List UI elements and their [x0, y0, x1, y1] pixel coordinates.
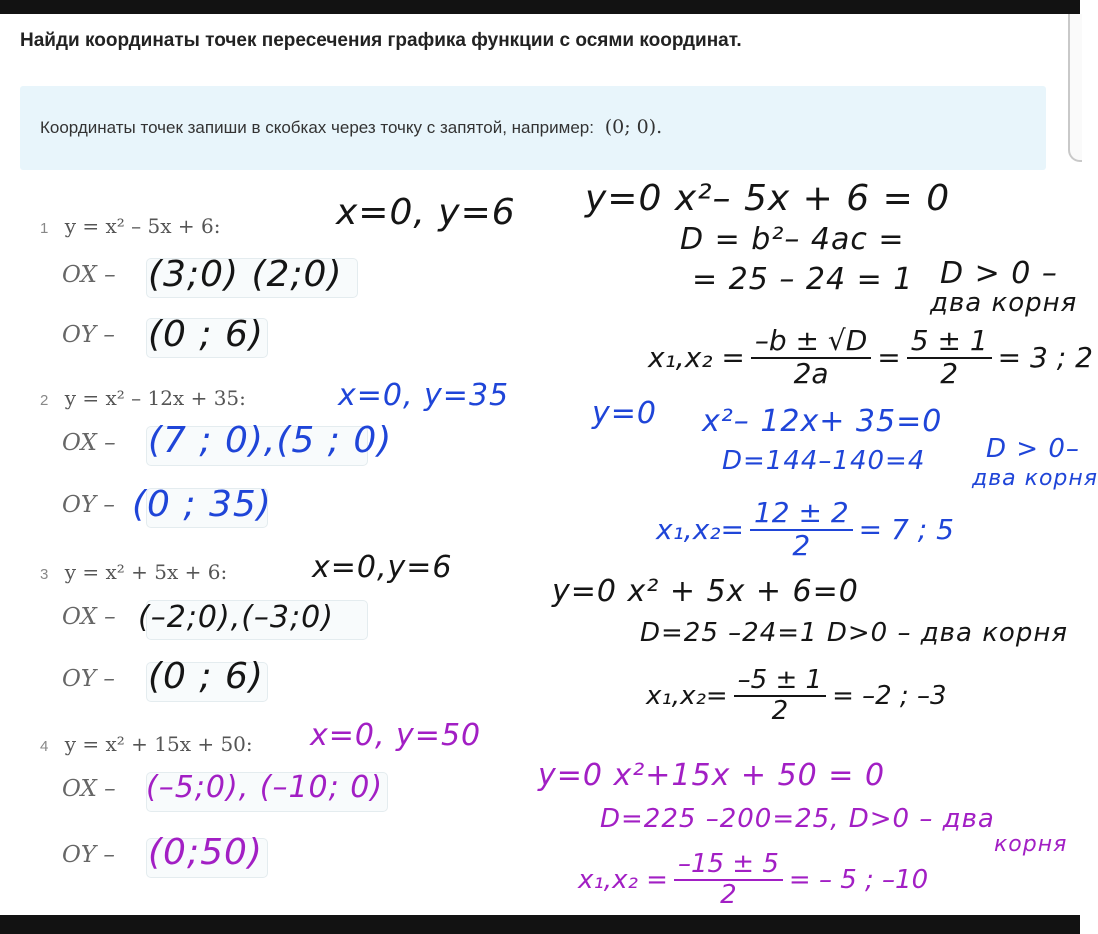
roots-result: = –2 ; –3	[832, 680, 947, 711]
fraction-numerator: –5 ± 1	[734, 666, 826, 697]
ox-answer: (–2;0),(–3;0)	[138, 600, 334, 635]
ox-answer: (–5;0), (–10; 0)	[146, 770, 384, 805]
ox-label: OX –	[62, 262, 116, 288]
work-line: D=144–140=4	[722, 446, 926, 476]
oy-answer: (0;50)	[148, 832, 263, 873]
work-note: два корня	[930, 288, 1078, 318]
roots-result: = 3 ; 2	[997, 341, 1093, 375]
roots-lhs: x₁,x₂=	[646, 680, 728, 711]
roots-lhs: x₁,x₂ =	[648, 341, 745, 375]
work-line: D=25 –24=1 D>0 – два корня	[640, 618, 1068, 648]
problem-number: 2	[40, 392, 49, 409]
note-axes: x=0,y=6	[312, 550, 453, 585]
work-note: два корня	[972, 466, 1098, 491]
fraction-denominator: 2	[940, 356, 959, 390]
note-axes: x=0, y=35	[338, 378, 510, 413]
work-line: D=225 –200=25, D>0 – два	[600, 804, 995, 834]
ox-label: OX –	[62, 430, 116, 456]
work-line: D = b²– 4ac =	[680, 222, 905, 257]
fraction-denominator: 2a	[793, 356, 829, 390]
equals-sign: =	[877, 341, 901, 375]
fraction	[734, 666, 826, 725]
work-line: y=0 x²– 5x + 6 = 0	[585, 178, 951, 219]
oy-answer: (0 ; 35)	[132, 484, 272, 525]
problem-number: 3	[40, 566, 49, 583]
work-note: корня	[994, 832, 1068, 857]
ox-label: OX –	[62, 776, 116, 802]
oy-answer: (0 ; 6)	[148, 656, 264, 697]
note-axes: x=0, y=50	[310, 718, 482, 753]
problem-function: y = x² – 12x + 35:	[64, 386, 246, 410]
ox-answer: (7 ; 0),(5 ; 0)	[148, 420, 393, 461]
roots-formula	[578, 850, 928, 909]
roots-lhs: x₁,x₂=	[656, 513, 744, 547]
top-bar	[0, 0, 1080, 14]
problem-function: y = x² + 5x + 6:	[64, 560, 228, 584]
problem-function: y = x² + 15x + 50:	[64, 732, 253, 756]
hint-label: Координаты точек запиши в скобках через точку с запятой, например:	[40, 118, 594, 137]
roots-formula	[648, 326, 1093, 390]
fraction	[751, 326, 871, 390]
hint-box	[20, 86, 1046, 170]
problem-2-label	[40, 386, 246, 410]
work-note: D > 0–	[986, 434, 1080, 464]
roots-formula	[646, 666, 947, 725]
roots-formula	[656, 498, 954, 562]
oy-answer: (0 ; 6)	[148, 314, 264, 355]
fraction-numerator: 12 ± 2	[750, 498, 853, 531]
oy-label: OY –	[62, 842, 115, 868]
work-line: y=0 x²+15x + 50 = 0	[538, 758, 886, 793]
oy-label: OY –	[62, 492, 115, 518]
problem-4-label	[40, 732, 253, 756]
oy-label: OY –	[62, 666, 115, 692]
roots-lhs: x₁,x₂ =	[578, 864, 668, 895]
fraction-denominator: 2	[792, 528, 811, 562]
ox-label: OX –	[62, 604, 116, 630]
problem-number: 1	[40, 220, 49, 237]
hint-text	[40, 116, 662, 138]
fraction	[907, 326, 992, 390]
work-note: D > 0 –	[940, 256, 1058, 291]
fraction	[750, 498, 853, 562]
problem-1-label	[40, 214, 220, 238]
note-axes: x=0, y=6	[336, 192, 516, 233]
work-line: x²– 12x+ 35=0	[702, 404, 943, 439]
task-title: Найди координаты точек пересечения графика функции с осями координат.	[20, 30, 742, 51]
hint-example: (0; 0).	[604, 116, 663, 138]
work-line: y=0	[592, 396, 657, 431]
ox-answer: (3;0) (2;0)	[148, 254, 343, 295]
work-line: y=0 x² + 5x + 6=0	[552, 574, 859, 609]
fraction-denominator: 2	[720, 879, 737, 910]
fraction-numerator: 5 ± 1	[907, 326, 992, 359]
fraction-numerator: –15 ± 5	[674, 850, 783, 881]
oy-label: OY –	[62, 322, 115, 348]
work-line: = 25 – 24 = 1	[692, 262, 914, 297]
fraction-denominator: 2	[771, 695, 789, 726]
problem-function: y = x² – 5x + 6:	[64, 214, 221, 238]
roots-result: = 7 ; 5	[858, 513, 954, 547]
scroll-edge	[1068, 14, 1082, 162]
problem-number: 4	[40, 738, 49, 755]
fraction-numerator: –b ± √D	[751, 326, 871, 359]
roots-result: = – 5 ; –10	[788, 864, 929, 895]
fraction	[674, 850, 783, 909]
bottom-bar	[0, 915, 1080, 934]
problem-3-label	[40, 560, 227, 584]
